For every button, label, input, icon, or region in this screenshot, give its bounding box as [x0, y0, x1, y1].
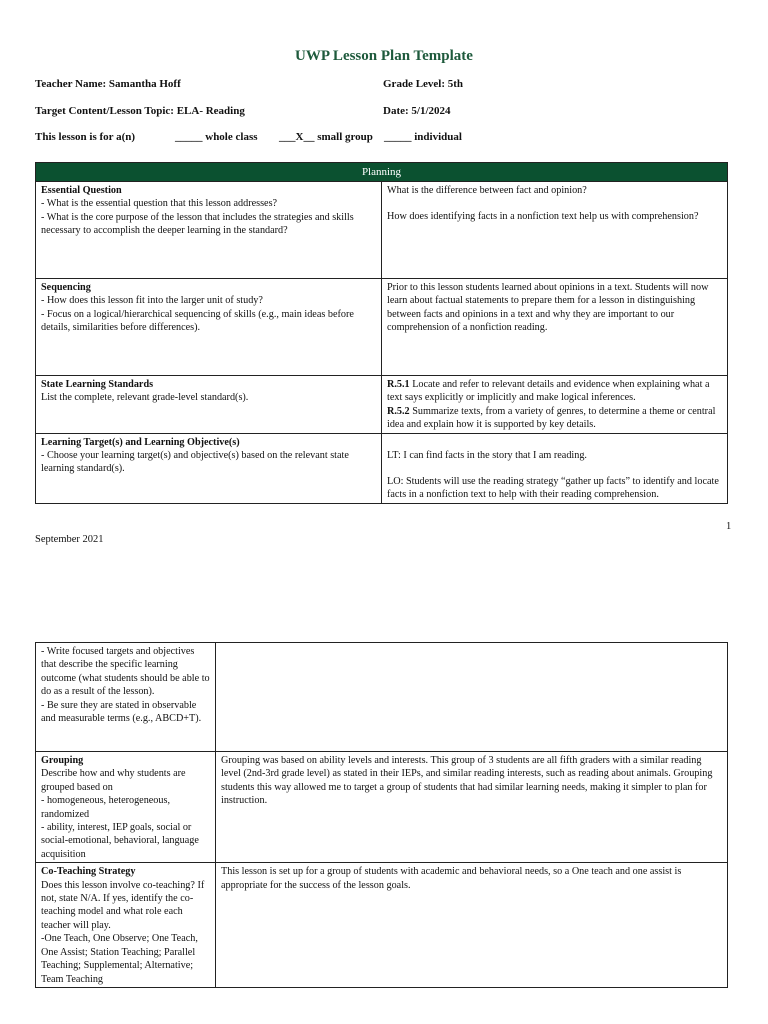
standards-cell	[36, 376, 382, 434]
table-row	[36, 376, 728, 434]
table-row	[36, 279, 728, 376]
learning-targets-cell	[36, 433, 382, 503]
row-label: Co-Teaching Strategy	[41, 866, 136, 878]
table-row	[36, 182, 728, 279]
coteaching-content	[216, 863, 728, 988]
option-small-group: ___X__ small group	[279, 131, 373, 143]
content-text: Grouping was based on ability levels and interests. This group of 3 students are all fifth graders with a similar reading level (2nd-3rd grade level) as stated in their IEPs, and similar reading interests, such as reading about animals. Grouping students this way allowed me to target a group of students that had similar learning needs, making it simpler to plan for instruction.	[221, 755, 713, 807]
lesson-topic: Target Content/Lesson Topic: ELA- Reading	[35, 105, 245, 117]
option-individual: _____ individual	[384, 131, 462, 143]
content-text: LO: Students will use the reading strategy “gather up facts” to identify and locate facts in a nonfiction text to help with their reading comprehension.	[387, 476, 719, 501]
learning-targets-continued-cell	[36, 643, 216, 752]
table-row	[36, 863, 728, 988]
content-text: What is the difference between fact and opinion?	[387, 185, 587, 196]
row-description: List the complete, relevant grade-level standard(s).	[41, 392, 249, 404]
row-label: Essential Question	[41, 185, 122, 196]
table-row	[36, 752, 728, 863]
content-text: Prior to this lesson students learned about opinions in a text. Students will now learn about factual statements to prepare them for a lesson in distinguishing between facts and opinions in a text and why they are important to our comprehension of a nonfiction reading.	[387, 282, 709, 334]
grade-level: Grade Level: 5th	[383, 78, 464, 90]
row-description: - Write focused targets and objectives that describe the specific learning outcome (what students should be able to do as a result of the lesson). - Be sure they are stated in observable and measurable terms (e.g., ABCD+T).	[41, 646, 210, 725]
row-label: Learning Target(s) and Learning Objective(s)	[41, 436, 240, 448]
standard-text: Locate and refer to relevant details and evidence when explaining what a text says explicitly or implicitly and make logical inferences.	[387, 379, 710, 404]
content-text: How does identifying facts in a nonfiction text help us with comprehension?	[387, 211, 699, 223]
page-number: 1	[726, 521, 732, 532]
row-description: Does this lesson involve co-teaching? If not, state N/A. If yes, identify the co-teaching model and what role each teacher will play. -One Teach, One Observe; One Teach, One Assist; Station Teaching; Parallel Teaching; Supplemental; Alternative; Team Teaching	[41, 879, 205, 985]
standard-code: R.5.1	[387, 379, 410, 390]
grouping-content	[216, 752, 728, 863]
row-description: - What is the essential question that this lesson addresses? - What is the core purpose of the lesson that includes the strategies and skills necessary to accomplish the deeper learning in the standard?	[41, 198, 354, 237]
row-label: Sequencing	[41, 282, 91, 293]
learning-targets-continued-content	[216, 643, 728, 752]
option-whole-class: _____ whole class	[175, 131, 258, 143]
grouping-cell	[36, 752, 216, 863]
lesson-date: Date: 5/1/2024	[383, 105, 451, 117]
row-description: - How does this lesson fit into the larger unit of study? - Focus on a logical/hierarchical sequencing of skills (e.g., main ideas before details, similarities before differences).	[41, 295, 354, 334]
row-label: State Learning Standards	[41, 379, 154, 390]
row-description: - Choose your learning target(s) and objective(s) based on the relevant state learning standard(s).	[41, 450, 349, 475]
content-text: This lesson is set up for a group of students with academic and behavioral needs, so a One teach and one assist is appropriate for the success of the lesson goals.	[221, 866, 682, 891]
document-title: UWP Lesson Plan Template	[295, 48, 473, 64]
planning-table-continued	[35, 642, 728, 988]
essential-question-content	[382, 182, 728, 279]
standard-text: Summarize texts, from a variety of genres, to determine a theme or central idea and explain how it is supported by key details.	[387, 405, 716, 431]
row-description: Describe how and why students are grouped based on - homogeneous, heterogeneous, randomized - ability, interest, IEP goals, social or social-emotional, behavioral, language acquisition	[41, 768, 199, 860]
footer-date: September 2021	[35, 534, 104, 545]
essential-question-cell	[36, 182, 382, 279]
row-label: Grouping	[41, 755, 84, 766]
coteaching-cell	[36, 863, 216, 988]
teacher-name: Teacher Name: Samantha Hoff	[35, 78, 181, 90]
sequencing-cell	[36, 279, 382, 376]
table-row	[36, 433, 728, 503]
content-text: LT: I can find facts in the story that I am reading.	[387, 449, 587, 461]
table-row	[36, 643, 728, 752]
planning-header: Planning	[36, 163, 728, 182]
learning-targets-content	[382, 433, 728, 503]
planning-table	[35, 162, 728, 504]
sequencing-content	[382, 279, 728, 376]
standards-content	[382, 376, 728, 434]
standard-code: R.5.2	[387, 405, 410, 417]
lesson-for-label: This lesson is for a(n)	[35, 131, 136, 143]
